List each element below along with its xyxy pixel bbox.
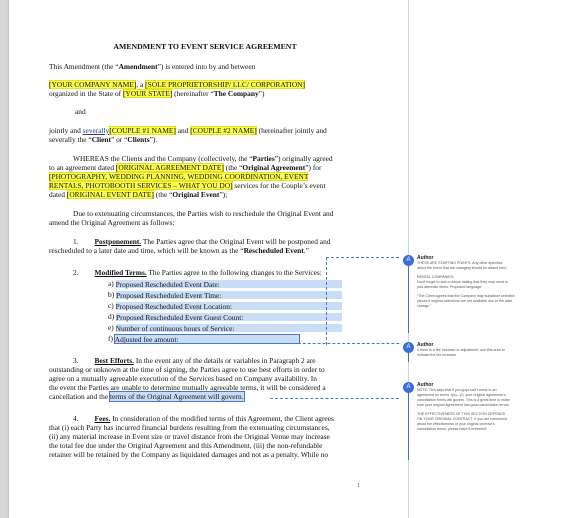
proposed-date-field[interactable]: Proposed Rescheduled Event Date: <box>116 280 342 288</box>
couple1-name-field[interactable]: [COUPLE #1 NAME] <box>109 126 176 135</box>
comment-author-icon: A <box>403 382 414 393</box>
section-1-line-2: rescheduled to a later date and time, which will be known as the “Rescheduled Event.” <box>49 246 309 255</box>
party1-line: [YOUR COMPANY NAME], a [SOLE PROPRIETORSHIP/ LLC/ CORPORATION] <box>49 80 305 89</box>
whereas-line-5: dated [ORIGINAL EVENT DATE] (the “Original Event”); <box>49 190 228 199</box>
comment-3-bar <box>408 382 409 460</box>
proposed-location-field[interactable]: Proposed Rescheduled Event Location: <box>116 302 342 310</box>
document-page <box>9 0 401 518</box>
comment-1-connector-vertical <box>326 257 327 345</box>
comment-3-connector <box>270 398 414 399</box>
party2-line-2: severally the “Client” or “Clients”). <box>49 135 158 144</box>
entity-type-field[interactable]: [SOLE PROPRIETORSHIP/ LLC/ CORPORATION] <box>145 80 305 89</box>
section-3-line-1: 3. Best Efforts. In the event any of the details or variables in Paragraph 2 are <box>73 356 316 365</box>
comments-pane <box>401 0 569 518</box>
proposed-time-field[interactable]: Proposed Rescheduled Event Time: <box>116 291 342 299</box>
section-3-line-3: agree on a mutually agreeable execution of the Services based on Company availability. In <box>49 374 317 383</box>
party2-line: jointly and severally[COUPLE #1 NAME] and [COUPLE #2 NAME] (hereinafter jointly and <box>49 126 327 135</box>
state-field[interactable]: [YOUR STATE] <box>122 89 173 98</box>
comment-body: NOTE: This says that if you guys can't come to an agreement on terms 1(a)—(f), your original agreement's cancellation terms will govern. This is a great time to make sure your original agreement has good cancellation terms. THE EFFECTIVENESS OF THIS SECTION DEPENDS ON YOUR ORIGINAL CONTRACT. If you are concerned about the effectiveness of your original contract's cancellation terms, please have it reviewed! <box>417 388 511 431</box>
party1-state-line: organized in the State of [YOUR STATE] (hereinafter “The Company”) <box>49 89 265 98</box>
modified-term-item-f: f) Adjusted fee amount: <box>108 334 299 343</box>
section-4-line-1: 4. Fees. In consideration of the modified terms of this Agreement, the Client agrees <box>73 414 334 423</box>
company-name-field[interactable]: [YOUR COMPANY NAME] <box>49 80 137 89</box>
section-1-line-1: 1. Postponement. The Parties agree that the Original Event will be postponed and <box>73 237 331 246</box>
comment-body: If there is a fee increase or adjustment, use this area to indicate the fee increase. <box>417 348 505 357</box>
comment-2-connector <box>293 343 414 344</box>
whereas-line-2: to an agreement dated [ORIGINAL AGREEMENT DATE] (the “Original Agreement”) for <box>49 163 322 172</box>
comment-author: Author <box>417 382 434 388</box>
comment-author: Author <box>417 342 434 348</box>
whereas-line-1: WHEREAS the Clients and the Company (collectively, the “Parties”) originally agreed <box>73 154 333 163</box>
couple2-name-field[interactable]: [COUPLE #2 NAME] <box>190 126 257 135</box>
comment-2[interactable] <box>417 342 565 358</box>
whereas-line-4: RENTALS, PHOTOBOOTH SERVICES – WHAT YOU DO] services for the Couple’s event <box>49 181 326 190</box>
section-4-line-2: that (i) each Party has incurred financial burdens resulting from the extenuating circumstances, <box>49 423 330 432</box>
modified-term-item-c: c) Proposed Rescheduled Event Location: <box>108 301 342 310</box>
original-event-date-field[interactable]: [ORIGINAL EVENT DATE] <box>66 190 154 199</box>
services-field-line-2[interactable]: RENTALS, PHOTOBOOTH SERVICES – WHAT YOU DO] <box>49 181 233 190</box>
section-3-line-4: the event the Parties are unable to determine mutually agreeable terms, it will be considered a <box>49 383 326 392</box>
modified-term-item-e: e) Number of continuous hours of Service: <box>108 323 342 332</box>
comment-author: Author <box>417 255 434 261</box>
page-number: 1 <box>357 483 360 489</box>
comment-author-icon: A <box>403 342 414 353</box>
due-line-1: Due to extenuating circumstances, the Parties wish to reschedule the Original Event and <box>73 209 334 218</box>
adjusted-fee-field[interactable]: Adjusted fee amount: <box>115 335 299 343</box>
section-4-line-5: retainer will be retained by the Company as liquidated damages and not as a penalty. While no <box>49 450 329 459</box>
section-3-line-5: cancellation and the terms of the Original Agreement will govern. <box>49 392 244 401</box>
modified-term-item-b: b) Proposed Rescheduled Event Time: <box>108 290 342 299</box>
modified-term-item-d: d) Proposed Rescheduled Event Guest Count: <box>108 312 342 321</box>
comment-body: THESE ARE STARTING POINTS. Any other specifics about the event that are changing should be added here. RENTAL COMPANIES: Don't forget to add a clause stating that they may need to pick alternate items. Proposed language: “The Client agrees that the Company may substitute selected pieces if original selections are not available due to the date change.” <box>417 261 515 308</box>
section-4-line-4: the total fee due under the Original Agreement and this Amendment, (iii) the non-refundable <box>49 441 323 450</box>
section-2-line-1: 2. Modified Terms. The Parties agree to the following changes to the Services: <box>73 268 322 277</box>
comment-3[interactable] <box>417 382 565 432</box>
proposed-guest-count-field[interactable]: Proposed Rescheduled Event Guest Count: <box>116 313 342 321</box>
original-terms-commented-text[interactable]: terms of the Original Agreement will govern. <box>109 392 244 401</box>
comment-author-icon: A <box>403 255 414 266</box>
severally-tracked-word[interactable]: severally <box>82 126 110 135</box>
services-field-line-1[interactable]: [PHOTOGRAPHY, WEDDING PLANNING, WEDDING COORDINATION, EVENT <box>49 172 309 181</box>
modified-term-item-a: a) Proposed Rescheduled Event Date: <box>108 279 342 288</box>
whereas-line-3 <box>49 172 308 181</box>
and-word: and <box>75 107 86 116</box>
original-agreement-date-field[interactable]: [ORIGINAL AGREEMENT DATE] <box>115 163 224 172</box>
intro-paragraph: This Amendment (the “Amendment”) is entered into by and between <box>49 62 256 71</box>
comment-1-bar <box>408 255 409 333</box>
service-hours-field[interactable]: Number of continuous hours of Service: <box>116 324 342 332</box>
section-3-line-2: outstanding or unknown at the time of signing, the Parties agree to use best efforts in order to <box>49 365 325 374</box>
due-line-2: amend the Original Agreement as follows: <box>49 218 175 227</box>
document-title: AMENDMENT TO EVENT SERVICE AGREEMENT <box>113 42 297 51</box>
comment-1[interactable] <box>417 255 565 309</box>
section-4-line-3: (ii) any material increase in Event size or travel distance from the Original Venue may increase <box>49 432 330 441</box>
